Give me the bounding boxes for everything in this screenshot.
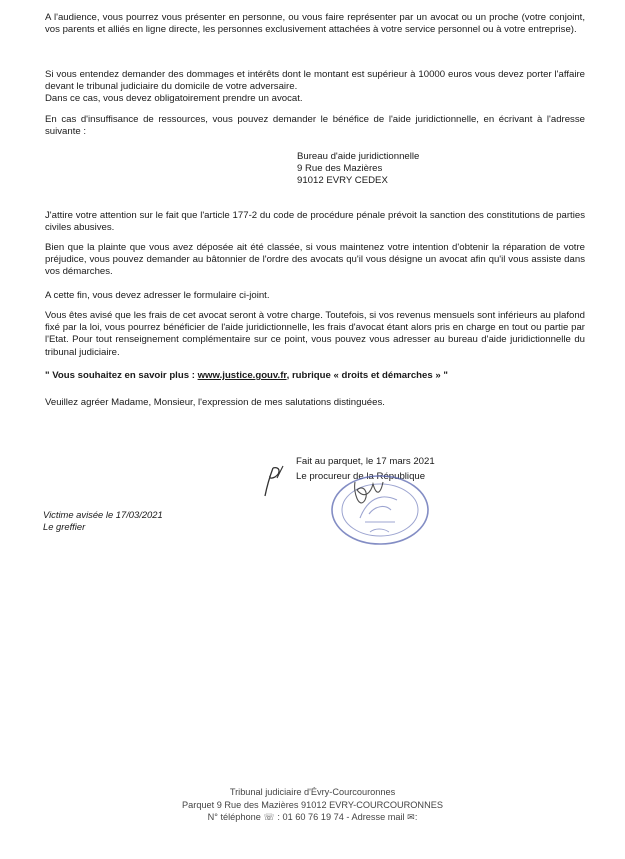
address-line-2: 9 Rue des Mazières bbox=[297, 163, 383, 175]
handwritten-initials-icon bbox=[257, 462, 287, 500]
letter-body-damages bbox=[45, 69, 585, 106]
letter-body-complaint bbox=[45, 242, 585, 279]
paragraph-representation: A l'audience, vous pourrez vous présenter en personne, ou vous faire représenter par un avocat ou un proche (votre conjoint, vos parents et alliés en ligne directe, les personnes exclusivement attachées à votre service personnel ou à votre entreprise). bbox=[45, 12, 585, 36]
clerk-title: Le greffier bbox=[43, 521, 86, 532]
page-footer bbox=[0, 786, 625, 824]
victim-notified-date: Victime avisée le 17/03/2021 bbox=[43, 509, 163, 520]
paragraph-form: A cette fin, vous devez adresser le formulaire ci-joint. bbox=[45, 290, 270, 301]
paragraph-legal-aid: En cas d'insuffisance de ressources, vous pouvez demander le bénéfice de l'aide juridictionnelle, en écrivant à l'adresse suivante : bbox=[45, 114, 585, 138]
signature-place-date: Fait au parquet, le 17 mars 2021 bbox=[296, 456, 435, 467]
paragraph-lawyer-fees: Vous êtes avisé que les frais de cet avocat seront à votre charge. Toutefois, si vos revenus mensuels sont inférieurs au plafond fixé par la loi, vous pourrez bénéficier de l'aide juridictionnelle, les frais d'avocat étant alors pris en charge en tout ou partie par l'Etat. Pour tout renseignement complémentaire sur ce point, vous pouvez vous adresser au bureau d'aide juridictionnelle du tribunal judiciaire. bbox=[45, 310, 585, 358]
letter-closing bbox=[45, 397, 585, 409]
address-line-3: 91012 EVRY CEDEX bbox=[297, 175, 388, 187]
paragraph-article-177-2: J'attire votre attention sur le fait que l'article 177-2 du code de procédure pénale prévoit la sanction des constitutions de parties civiles abusives. bbox=[45, 210, 585, 234]
letter-body-top bbox=[45, 12, 585, 36]
info-prefix: " Vous souhaitez en savoir plus : bbox=[45, 370, 198, 381]
info-suffix: , rubrique « droits et démarches » " bbox=[286, 370, 448, 381]
justice-website-link[interactable]: www.justice.gouv.fr bbox=[197, 370, 287, 381]
paragraph-damages: Si vous entendez demander des dommages et intérêts dont le montant est supérieur à 10000 euros vous devez porter l'affaire devant le tribunal judiciaire du domicile de votre adversaire. bbox=[45, 69, 585, 93]
letter-body-legal-aid bbox=[45, 114, 585, 138]
clerk-note bbox=[43, 509, 163, 533]
paragraph-complaint-classified: Bien que la plainte que vous avez déposée ait été classée, si vous maintenez votre intention d'obtenir la réparation de votre préjudice, vous pouvez demander au bâtonnier de l'ordre des avocats qu'il vous désigne un avocat afin qu'il vous assiste dans vos démarches. bbox=[45, 242, 585, 278]
address-line-1: Bureau d'aide juridictionnelle bbox=[297, 151, 420, 162]
legal-aid-address bbox=[297, 151, 419, 188]
letter-body-form bbox=[45, 290, 585, 302]
closing-formula: Veuillez agréer Madame, Monsieur, l'expression de mes salutations distinguées. bbox=[45, 397, 385, 408]
paragraph-lawyer-required: Dans ce cas, vous devez obligatoirement prendre un avocat. bbox=[45, 93, 303, 105]
letter-body-article bbox=[45, 210, 585, 234]
signatory-title: Le procureur de la République bbox=[296, 471, 426, 482]
footer-court-name: Tribunal judiciaire d'Évry-Courcouronnes bbox=[229, 787, 396, 797]
letter-body-fees bbox=[45, 310, 585, 359]
official-stamp-icon bbox=[325, 470, 435, 550]
info-line bbox=[45, 370, 585, 382]
footer-contact: N° téléphone ☏ : 01 60 76 19 74 - Adresse mail ✉: bbox=[207, 812, 418, 822]
footer-address: Parquet 9 Rue des Mazières 91012 EVRY-COURCOURONNES bbox=[182, 799, 443, 810]
